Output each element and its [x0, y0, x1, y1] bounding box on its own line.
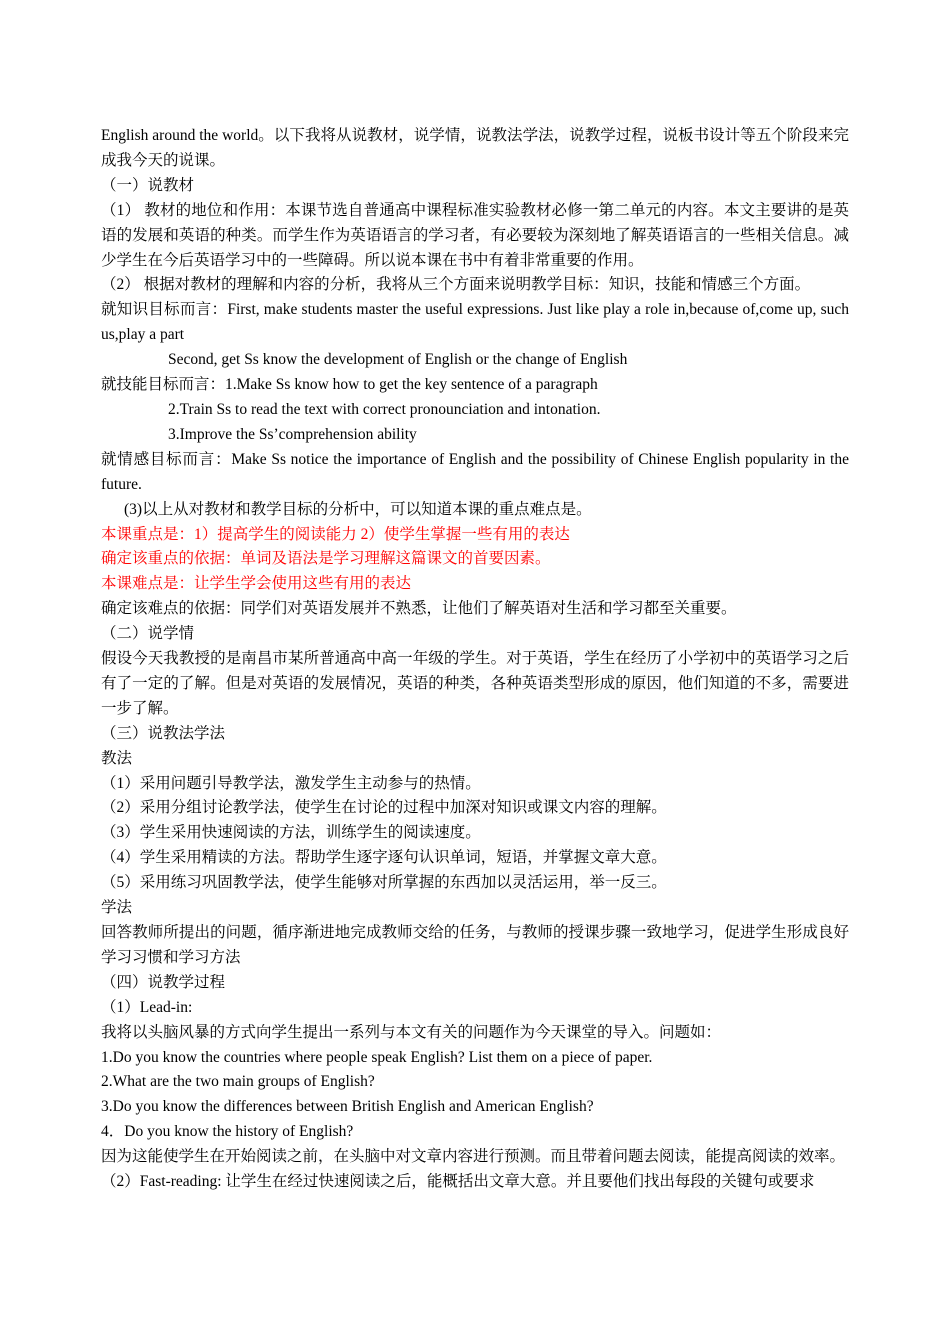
skill-goal-2: 2.Train Ss to read the text with correct pronounciation and intonation. [168, 400, 601, 418]
question-2: 2.What are the two main groups of English? [101, 1073, 375, 1091]
section-heading-students: （二）说学情 [101, 625, 195, 643]
skill-goal-3: 3.Improve the Ss’comprehension ability [168, 425, 417, 443]
textbook-role-paragraph: （1） 教材的地位和作用：本课节选自普通高中课程标准实验教材必修一第二单元的内容。本文主要讲的是英语的发展和英语的种类。而学生作为英语语言的学习者，有必要较为深刻地了解英语语言的一些相关信息。减少学生在今后英语学习中的一些障碍。所以说本课在书中有着非常重要的作用。 [101, 201, 849, 269]
difficult-point-basis: 确定该难点的依据：同学们对英语发展并不熟悉，让他们了解英语对生活和学习都至关重要。 [101, 600, 737, 618]
question-4: 4．Do you know the history of English? [101, 1123, 354, 1141]
students-paragraph: 假设今天我教授的是南昌市某所普通高中高一年级的学生。对于英语，学生在经历了小学初中的英语学习之后有了一定的了解。但是对英语的发展情况，英语的种类，各种英语类型形成的原因，他们知道的不多，需要进一步了解。 [101, 650, 849, 717]
method-item-3: （3）学生采用快速阅读的方法，训练学生的阅读速度。 [101, 824, 481, 842]
method-item-5: （5）采用练习巩固教学法，使学生能够对所掌握的东西加以灵活运用，举一反三。 [101, 874, 667, 892]
document-page [101, 124, 849, 1195]
lead-in-reason: 因为这能使学生在开始阅读之前，在头脑中对文章内容进行预测。而且带着问题去阅读，能提高阅读的效率。 [101, 1148, 846, 1166]
intro-paragraph: English around the world。以下我将从说教材，说学情，说教法学法，说教学过程，说板书设计等五个阶段来完成我今天的说课。 [101, 127, 849, 169]
skill-goal-1: 就技能目标而言：1.Make Ss know how to get the key sentence of a paragraph [101, 376, 598, 394]
learning-method-heading: 学法 [101, 899, 133, 917]
question-3: 3.Do you know the differences between British English and American English? [101, 1098, 594, 1116]
section-heading-methods: （三）说教法学法 [101, 724, 226, 742]
key-points-intro: (3)以上从对教材和教学目标的分析中，可以知道本课的重点难点是。 [124, 500, 592, 518]
lead-in-paragraph: 我将以头脑风暴的方式向学生提出一系列与本文有关的问题作为今天课堂的导入。问题如： [101, 1023, 722, 1041]
section-heading-process: （四）说教学过程 [101, 973, 226, 991]
learning-method-paragraph: 回答教师所提出的问题，循序渐进地完成教师交给的任务，与教师的授课步骤一致地学习，促进学生形成良好学习习惯和学习方法 [101, 924, 849, 966]
section-heading-textbook: （一）说教材 [101, 176, 195, 194]
knowledge-goal: 就知识目标而言：First, make students master the useful expressions. Just like play a role in,because of,come up, such us,play a part [101, 301, 849, 344]
method-item-1: （1）采用问题引导教学法，激发学生主动参与的热情。 [101, 774, 481, 792]
question-1: 1.Do you know the countries where people speak English? List them on a piece of paper. [101, 1048, 653, 1066]
key-point: 本课重点是：1）提高学生的阅读能力 2）使学生掌握一些有用的表达 [101, 525, 570, 543]
method-item-2: （2）采用分组讨论教学法，使学生在讨论的过程中加深对知识或课文内容的理解。 [101, 799, 667, 817]
knowledge-goal-second: Second, get Ss know the development of English or the change of English [168, 351, 628, 369]
teaching-goals-paragraph: （2） 根据对教材的理解和内容的分析，我将从三个方面来说明教学目标：知识，技能和情感三个方面。 [101, 276, 811, 294]
difficult-point: 本课难点是：让学生学会使用这些有用的表达 [101, 575, 412, 593]
lead-in-heading: （1）Lead-in: [101, 998, 193, 1016]
key-point-basis: 确定该重点的依据：单词及语法是学习理解这篇课文的首要因素。 [101, 550, 551, 568]
emotion-goal: 就情感目标而言：Make Ss notice the importance of English and the possibility of Chinese English popularity in the future. [101, 450, 849, 493]
method-item-4: （4）学生采用精读的方法。帮助学生逐字逐句认识单词，短语，并掌握文章大意。 [101, 849, 667, 867]
fast-reading-paragraph: （2）Fast-reading: 让学生在经过快速阅读之后，能概括出文章大意。并且要他们找出每段的关键句或要求 [101, 1173, 815, 1191]
teaching-method-heading: 教法 [101, 749, 133, 767]
